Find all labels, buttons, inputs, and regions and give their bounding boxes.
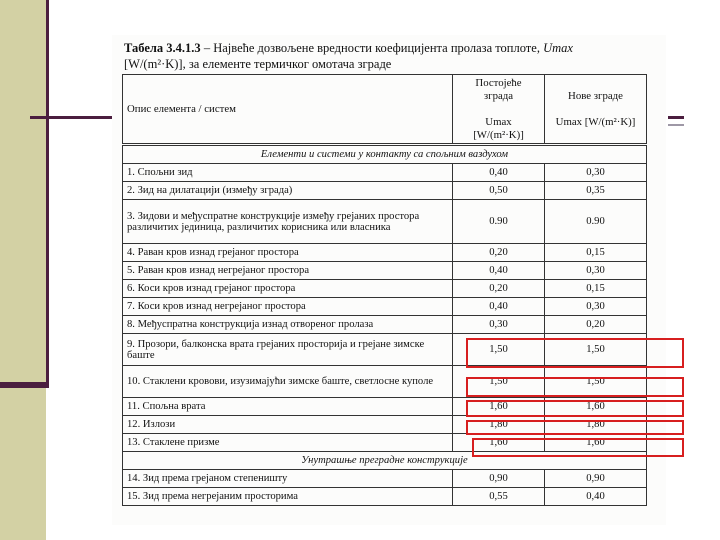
highlight-box-row-9 xyxy=(466,338,684,368)
row-new-value: 0,35 xyxy=(545,182,647,200)
row-existing-value: 1,50 xyxy=(453,366,545,398)
caption-text-1: – Највеће дозвољене вредности коефицијента пролаза топлоте, xyxy=(200,41,544,55)
row-description: 13. Стаклене призме xyxy=(123,434,453,452)
row-description: 2. Зид на дилатацији (између зграда) xyxy=(123,182,453,200)
table-row xyxy=(123,182,647,200)
row-new-value: 0,90 xyxy=(545,470,647,488)
table-row xyxy=(123,470,647,488)
row-new-value: 0,15 xyxy=(545,244,647,262)
header-new-l2: Umax [W/(m²·K)] xyxy=(555,115,636,128)
table-row xyxy=(123,298,647,316)
row-existing-value: 0,40 xyxy=(453,262,545,280)
row-description: 6. Коси кров изнад грејаног простора xyxy=(123,280,453,298)
title-rule-right xyxy=(668,116,684,119)
row-new-value: 0,20 xyxy=(545,316,647,334)
row-existing-value: 1,60 xyxy=(453,398,545,416)
row-new-value: 1,50 xyxy=(545,366,647,398)
table-caption xyxy=(124,40,644,72)
row-new-value: 1,60 xyxy=(545,434,647,452)
row-new-value: 0,30 xyxy=(545,164,647,182)
table-row xyxy=(123,164,647,182)
row-description: 10. Стаклени кровови, изузимајући зимске баште, светлосне куполе xyxy=(123,366,453,398)
side-accent-line xyxy=(46,0,49,388)
row-existing-value: 0,20 xyxy=(453,280,545,298)
header-existing xyxy=(453,75,545,145)
row-new-value: 0.90 xyxy=(545,200,647,244)
row-existing-value: 0,40 xyxy=(453,164,545,182)
header-new-l1: Нове зграде xyxy=(568,89,623,102)
row-description: 3. Зидови и међуспратне конструкције између грејаних простора различитих јединица, различитих корисника или власника xyxy=(123,200,453,244)
row-new-value: 0,40 xyxy=(545,488,647,506)
side-decoration-bar xyxy=(0,0,46,540)
header-existing-l2: зграда xyxy=(483,89,514,102)
table-row xyxy=(123,316,647,334)
caption-text-2: [W/(m²·K)], за елементе термичког омотача зграде xyxy=(124,57,392,71)
section-title: Унутрашње преградне конструкције xyxy=(123,452,647,470)
row-existing-value: 0,40 xyxy=(453,298,545,316)
row-existing-value: 0,50 xyxy=(453,182,545,200)
row-existing-value: 1,50 xyxy=(453,334,545,366)
row-new-value: 1,50 xyxy=(545,334,647,366)
header-description: Опис елемента / систем xyxy=(123,75,453,145)
section-title: Елементи и системи у контакту са спољним ваздухом xyxy=(123,145,647,164)
row-description: 11. Спољна врата xyxy=(123,398,453,416)
table-row xyxy=(123,262,647,280)
row-description: 9. Прозори, балконска врата грејаних просторија и грејане зимске баште xyxy=(123,334,453,366)
row-description: 14. Зид према грејаном степеништу xyxy=(123,470,453,488)
row-existing-value: 0.90 xyxy=(453,200,545,244)
highlight-box-row-10 xyxy=(466,377,684,397)
side-accent-cap xyxy=(0,382,48,388)
table-header-row xyxy=(123,75,647,145)
row-new-value: 0,15 xyxy=(545,280,647,298)
title-rule-right-shadow xyxy=(668,124,684,126)
highlight-box-row-12 xyxy=(466,420,684,435)
caption-umax: Umax xyxy=(543,41,573,55)
row-new-value: 1,80 xyxy=(545,416,647,434)
header-existing-l3: Umax xyxy=(485,115,512,128)
table-row xyxy=(123,488,647,506)
row-description: 8. Међуспратна конструкција изнад отвореног пролаза xyxy=(123,316,453,334)
header-existing-l1: Постојеће xyxy=(475,76,522,89)
table-row xyxy=(123,280,647,298)
highlight-box-row-13 xyxy=(472,438,684,457)
section-row-outdoor xyxy=(123,145,647,164)
row-new-value: 0,30 xyxy=(545,298,647,316)
row-new-value: 0,30 xyxy=(545,262,647,280)
row-description: 5. Раван кров изнад негрејаног простора xyxy=(123,262,453,280)
row-description: 12. Излози xyxy=(123,416,453,434)
table-row xyxy=(123,244,647,262)
row-description: 7. Коси кров изнад негрејаног простора xyxy=(123,298,453,316)
row-description: 15. Зид према негрејаним просторима xyxy=(123,488,453,506)
row-existing-value: 1,80 xyxy=(453,416,545,434)
caption-label: Табела 3.4.1.3 xyxy=(124,41,201,55)
header-existing-l4: [W/(m²·K)] xyxy=(473,128,524,141)
row-new-value: 1,60 xyxy=(545,398,647,416)
row-description: 1. Спољни зид xyxy=(123,164,453,182)
row-existing-value: 0,20 xyxy=(453,244,545,262)
header-new xyxy=(545,75,647,145)
title-rule-left xyxy=(30,116,114,119)
highlight-box-row-11 xyxy=(466,400,684,417)
row-existing-value: 1,60 xyxy=(453,434,545,452)
table-row xyxy=(123,200,647,244)
row-existing-value: 0,90 xyxy=(453,470,545,488)
row-description: 4. Раван кров изнад грејаног простора xyxy=(123,244,453,262)
row-existing-value: 0,30 xyxy=(453,316,545,334)
row-existing-value: 0,55 xyxy=(453,488,545,506)
